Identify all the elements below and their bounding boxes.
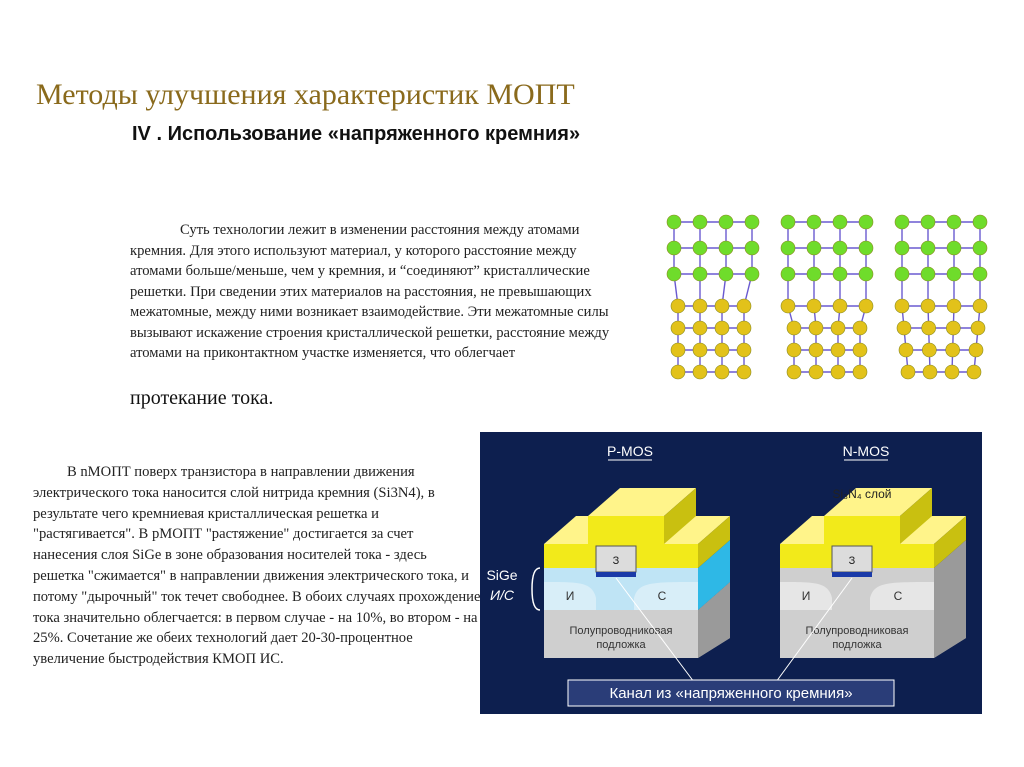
lattice-atom (671, 321, 685, 335)
lattice-atom (831, 321, 845, 335)
lattice-atom (833, 241, 847, 255)
lattice-atom (969, 343, 983, 357)
lattice-atom (807, 241, 821, 255)
nmos-drain-label: С (893, 589, 903, 603)
lattice-atom (897, 321, 911, 335)
diagram-caption: Канал из «напряженного кремния» (609, 685, 853, 702)
lattice-atom (809, 343, 823, 357)
lattice-atom (853, 343, 867, 357)
lattice-atom (921, 299, 935, 313)
lattice-atom (973, 215, 987, 229)
sige-label: SiGe (486, 567, 518, 583)
pmos-substrate-line1: Полупроводниковая (569, 625, 673, 637)
nmos-gate-label: З (848, 555, 856, 567)
lattice-atom (737, 343, 751, 357)
lattice-atom (833, 299, 847, 313)
lattice-atom (895, 241, 909, 255)
lattice-atom (809, 321, 823, 335)
lattice-atom (737, 365, 751, 379)
lattice-atom (781, 267, 795, 281)
lattice-atom (671, 343, 685, 357)
lattice-atom (947, 241, 961, 255)
lattice-atom (671, 299, 685, 313)
lattice-atom (921, 241, 935, 255)
lattice-atom (853, 321, 867, 335)
lattice-atom (737, 321, 751, 335)
technology-paragraph: Суть технологии лежит в изменении расстояния между атомами кремния. Для этого используют материал, у которого расстояние между атомами больше/меньше, чем у кремния, и “соединяют” кристаллические решетки. При сведении этих материалов на расстояния, не превышающих межатомные, между ними возникает взаимодействие. Эти межатомные силы вызывают искажение строения кристаллической решетки, расстояние между атомами на приконтактном участке изменяется, что облегчает (130, 222, 610, 361)
nmos-substrate-line1: Полупроводниковая (805, 625, 909, 637)
lattice-atom (833, 267, 847, 281)
lattice-atom (781, 241, 795, 255)
lattice-atom (901, 365, 915, 379)
strained-silicon-diagram (480, 432, 982, 714)
lattice-atom (973, 241, 987, 255)
lattice-atom (899, 343, 913, 357)
lattice-illustration (664, 206, 1000, 394)
pmos-substrate-line2: подложка (596, 639, 646, 651)
lattice-atom (715, 343, 729, 357)
lattice-atom (787, 343, 801, 357)
lattice-atom (833, 215, 847, 229)
lattice-atom (671, 365, 685, 379)
pmos-drain-label: С (657, 589, 667, 603)
lattice-atom (921, 267, 935, 281)
nmos-label: N-MOS (842, 443, 890, 459)
lattice-atom (693, 343, 707, 357)
lattice-atom (947, 215, 961, 229)
lattice-atom (922, 321, 936, 335)
lattice-atom (946, 343, 960, 357)
lattice-atom (967, 365, 981, 379)
lattice-atom (781, 299, 795, 313)
lattice-atom (737, 299, 751, 313)
lattice-atom (667, 241, 681, 255)
lattice-atom (809, 365, 823, 379)
lattice-atom (895, 215, 909, 229)
lattice-atom (831, 365, 845, 379)
lattice-atom (807, 215, 821, 229)
lattice-atom (922, 343, 936, 357)
lattice-atom (973, 267, 987, 281)
slide-subtitle: IV . Использование «напряженного кремния» (132, 123, 581, 145)
lattice-atom (715, 299, 729, 313)
lattice-atom (693, 215, 707, 229)
lattice-atom (745, 267, 759, 281)
lattice-atom (781, 215, 795, 229)
lattice-atom (667, 267, 681, 281)
lattice-atom (693, 267, 707, 281)
lattice-atom (973, 299, 987, 313)
lattice-atom (715, 321, 729, 335)
lattice-atom (947, 299, 961, 313)
lattice-atom (719, 267, 733, 281)
lattice-atom (971, 321, 985, 335)
lattice-atom (807, 267, 821, 281)
lattice-atom (859, 241, 873, 255)
lattice-atom (807, 299, 821, 313)
lattice-atom (859, 215, 873, 229)
lattice-atom (693, 321, 707, 335)
lattice-atom (923, 365, 937, 379)
nmos-pmos-paragraph: В nМОПТ поверх транзистора в направлении движения электрического тока наносится слой нитрида кремния (Si3N4), в результате чего кремниевая кристаллическая решетка и "растягивается". В pМОПТ "растяжение" достигается за счет нанесения слоя SiGe в зоне образования носителей тока - здесь решетка "сжимается" в направлении движения электрического тока, и потому "дырочный" ток течет свободнее. В обоих случаях прохождение тока значительно облегчается: в первом случае - на 10%, во втором - на 25%. Сочетание же обеих технологий дает 20-30-процентное увеличение быстродействия КМОП ИС. (33, 464, 481, 668)
lattice-atom (947, 267, 961, 281)
technology-paragraph-end: протекание тока. (130, 387, 274, 409)
nmos-substrate-line2: подложка (832, 639, 882, 651)
lattice-atom (921, 215, 935, 229)
lattice-atom (715, 365, 729, 379)
si3n4-label: Si₃N₄ слой (832, 487, 892, 501)
pmos-source-label: И (565, 589, 575, 603)
lattice-atom (693, 241, 707, 255)
lattice-atom (831, 343, 845, 357)
slide-title: Методы улучшения характеристик МОПТ (36, 78, 575, 111)
lattice-atom (945, 365, 959, 379)
lattice-atom (787, 321, 801, 335)
lattice-atom (895, 267, 909, 281)
lattice-atom (719, 241, 733, 255)
nmos-source-label: И (801, 589, 811, 603)
lattice-atom (745, 241, 759, 255)
lattice-atom (859, 299, 873, 313)
lattice-atom (693, 365, 707, 379)
is-label: И/С (489, 587, 515, 603)
lattice-atom (853, 365, 867, 379)
lattice-atom (667, 215, 681, 229)
lattice-atom (719, 215, 733, 229)
lattice-atom (693, 299, 707, 313)
lattice-atom (895, 299, 909, 313)
lattice-atom (946, 321, 960, 335)
lattice-atom (859, 267, 873, 281)
pmos-gate-label: З (612, 555, 620, 567)
pmos-label: P-MOS (607, 443, 653, 459)
lattice-atom (745, 215, 759, 229)
lattice-atom (787, 365, 801, 379)
